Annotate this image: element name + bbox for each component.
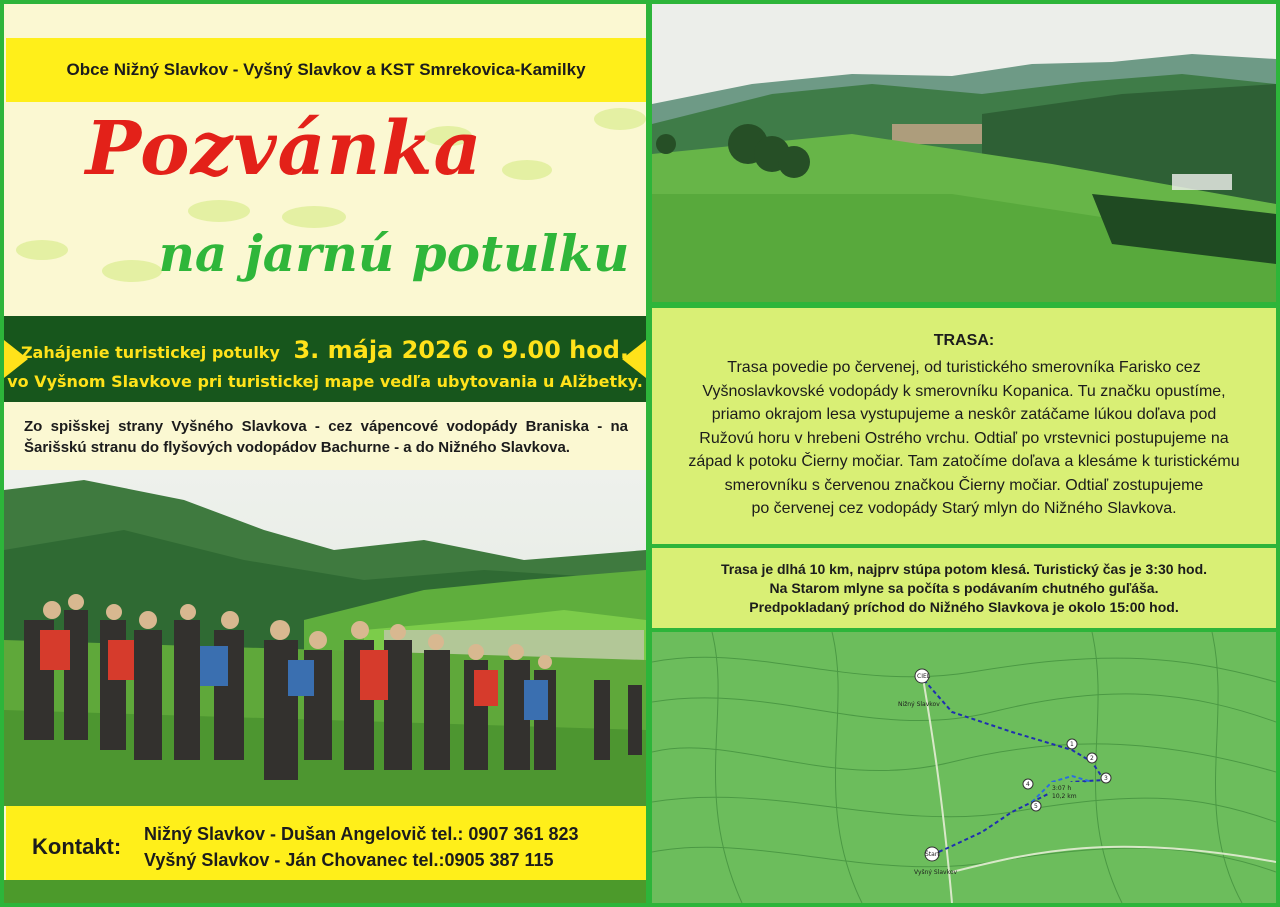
route-description: Zo spišskej strany Vyšného Slavkova - cez vápencové vodopády Braniska - na Šarišskú stranu do flyšových vodopádov Bachurne - a do Nižného Slavkova. xyxy=(24,418,628,456)
route-line: Ružovú horu v hrebeni Ostrého vrchu. Odtiaľ po vrstevnici postupujeme na xyxy=(699,429,1229,447)
map-label-ciel: CIEĽ xyxy=(917,673,931,680)
title-pozvanka: Pozvánka xyxy=(85,106,483,192)
map-route-time: 3:07 h xyxy=(1052,785,1072,792)
route-line: smerovníku s červenou značkou Čierny močiar. Odtiaľ zostupujeme xyxy=(724,476,1204,494)
contact-label: Kontakt: xyxy=(32,834,122,859)
organizers-text: Obce Nižný Slavkov - Vyšný Slavkov a KST Smrekovica-Kamilky xyxy=(66,60,586,79)
organizers-bar xyxy=(6,38,646,102)
map-label-nizny: Nižný Slavkov xyxy=(898,701,940,708)
contact-bar xyxy=(6,806,646,880)
event-start-line xyxy=(4,336,646,364)
map-waypoint: 1 xyxy=(1070,741,1074,748)
footprint-icon xyxy=(594,108,646,130)
route-line: západ k potoku Čierny močiar. Tam zatočíme doľava a klesáme k turistickému xyxy=(688,453,1240,470)
route-line: priamo okrajom lesa vystupujeme a neskôr zatáčame lúkou doľava pod xyxy=(711,406,1217,423)
route-map xyxy=(652,632,1276,903)
map-waypoint: 2 xyxy=(1090,755,1094,762)
info-line: Trasa je dlhá 10 km, najprv stúpa potom klesá. Turistický čas je 3:30 hod. xyxy=(720,561,1208,577)
route-text xyxy=(666,356,1262,521)
info-text xyxy=(652,560,1276,617)
contact-vysny: Vyšný Slavkov - Ján Chovanec tel.:0905 387 115 xyxy=(144,850,554,870)
left-column xyxy=(4,4,646,903)
info-panel xyxy=(652,548,1276,628)
event-start-label: Zahájenie turistickej potulky xyxy=(20,343,280,362)
footprint-icon xyxy=(188,200,250,222)
route-line: Trasa povedie po červenej, od turistického smerovníka Farisko cez xyxy=(727,359,1201,376)
map-waypoint: 3 xyxy=(1104,775,1108,782)
route-heading: TRASA: xyxy=(933,332,995,349)
title-subtitle: na jarnú potulku xyxy=(158,224,630,283)
map-label-start: Štart xyxy=(925,851,940,858)
map-label-vysny: Vyšný Slavkov xyxy=(914,869,958,876)
footprint-icon xyxy=(16,240,68,260)
event-date-band xyxy=(4,316,646,402)
contact-nizny: Nižný Slavkov - Dušan Angelovič tel.: 0907 361 823 xyxy=(144,824,579,844)
route-line: po červenej cez vodopády Starý mlyn do Nižného Slavkova. xyxy=(751,500,1177,517)
event-date-time: 3. mája 2026 o 9.00 hod. xyxy=(293,336,630,364)
info-line: Na Starom mlyne sa počíta s podávaním chutného guľáša. xyxy=(769,580,1159,596)
info-line: Predpokladaný príchod do Nižného Slavkova je okolo 15:00 hod. xyxy=(749,599,1179,615)
map-waypoint: 4 xyxy=(1026,781,1030,788)
route-panel xyxy=(652,308,1276,544)
map-waypoint: 5 xyxy=(1034,803,1038,810)
route-line: Vyšnoslavkovské vodopády k smerovníku Kopanica. Tu značku opustíme, xyxy=(702,382,1226,400)
hikers-photo xyxy=(4,470,646,806)
event-place: vo Vyšnom Slavkove pri turistickej mape vedľa ubytovania u Alžbetky. xyxy=(7,372,643,391)
map-route-length: 10,2 km xyxy=(1052,793,1077,800)
grass-strip xyxy=(4,880,646,903)
landscape-photo xyxy=(652,4,1276,302)
